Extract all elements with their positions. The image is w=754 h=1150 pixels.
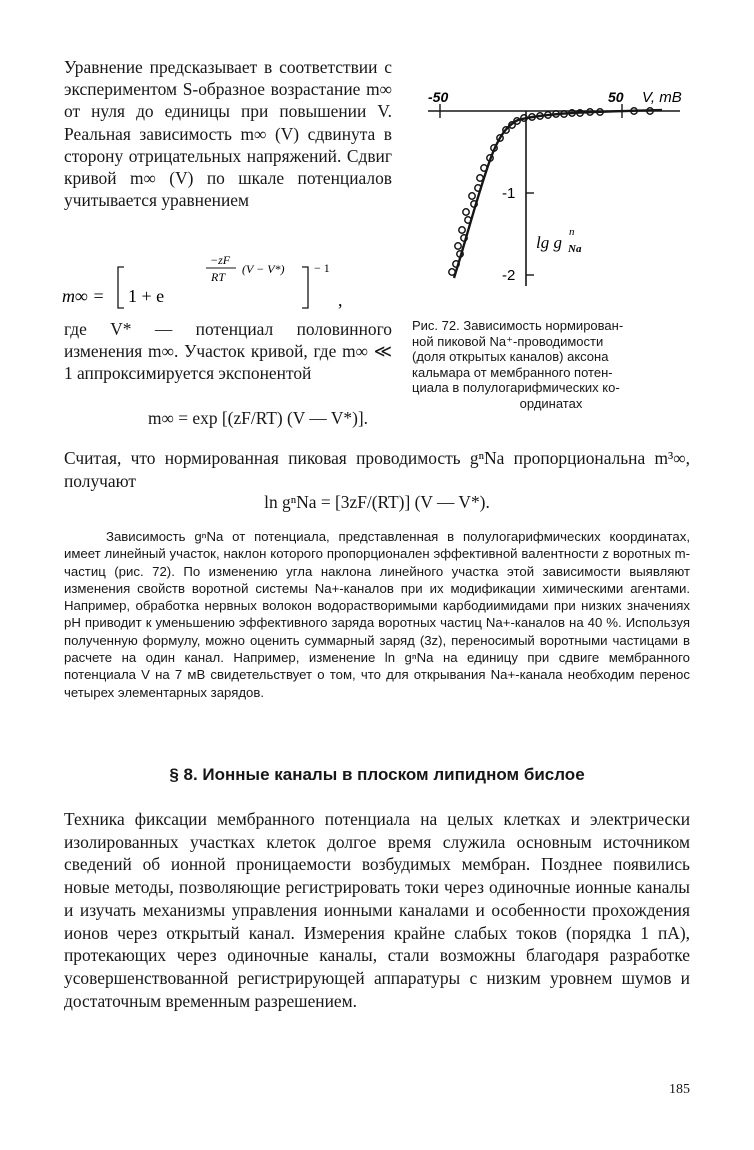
equation-exponent-approx: m∞ = exp [(zF/RT) (V — V*)]. bbox=[148, 408, 368, 428]
data-point bbox=[469, 193, 475, 199]
x-tick-right-label: 50 bbox=[608, 89, 624, 105]
y-tick-2-label: -2 bbox=[502, 267, 516, 284]
data-point bbox=[477, 175, 483, 181]
data-point bbox=[463, 209, 469, 215]
eq1-left-bracket bbox=[118, 267, 124, 308]
data-point bbox=[449, 269, 455, 275]
caption-line: (доля открытых каналов) аксона bbox=[412, 349, 609, 365]
x-axis-label: V, mB bbox=[642, 89, 682, 106]
figure-72-plot bbox=[414, 80, 714, 305]
eq1-comma: , bbox=[338, 290, 343, 310]
caption-line: ординатах bbox=[519, 395, 583, 411]
caption-line: кальмара от мембранного потен- bbox=[412, 364, 613, 380]
eq1-lhs: m∞ = bbox=[62, 286, 105, 306]
eq1-exp-numer: −zF bbox=[210, 253, 231, 267]
eq1-power: − 1 bbox=[314, 261, 330, 275]
y-axis-label-sup: n bbox=[569, 226, 575, 238]
caption-line: Рис. 72. Зависимость нормирован- bbox=[412, 318, 624, 333]
where-paragraph: где V* — потенциал половинного изменения m∞. Участок кривой, где m∞ ≪ 1 аппроксимируется экспонентой bbox=[64, 319, 392, 383]
data-point bbox=[459, 227, 465, 233]
left-paragraph: Уравнение предсказывает в соответствии с экспериментом S-образное возрастание m∞ от нуля до единицы при повышении V. Реальная зависимость m∞ (V) сдвинута в сторону отрицательных напряжений. Сдвиг кривой m∞ (V) по шкале потенциалов учитывается уравнением bbox=[64, 57, 392, 211]
caption-line: ной пиковой Na⁺-проводимости bbox=[412, 333, 604, 349]
page-number: 185 bbox=[669, 1082, 690, 1097]
bottom-paragraph: Техника фиксации мембранного потенциала на целых клетках и электрически изолированных участках клеток долгое время служила основным источником сведений об ионной проницаемости возбудимых мембран. Позднее появились новые методы, позволяющие регистрировать токи через одиночные ионные каналы и изучать механизмы управления ионными каналами и особенности прохождения ионов через открытый канал. Измерения крайне слабых токов (порядка 1 пА), протекающих через одиночные каналы, стали возможны благодаря разработке усовершенствованной регистрирующей аппаратуры с низким уровнем шумов и достаточным временным разрешением. bbox=[64, 809, 690, 1011]
eq1-exp-denom: RT bbox=[211, 270, 226, 284]
equation-log-conductance: ln gⁿNa = [3zF/(RT)] (V — V*). bbox=[264, 492, 490, 512]
eq1-right-bracket bbox=[302, 267, 308, 308]
eq1-bracket-content: 1 + e bbox=[128, 286, 165, 306]
figure-caption bbox=[412, 318, 690, 412]
data-point bbox=[455, 243, 461, 249]
eq1-exp-tail: (V − V*) bbox=[242, 262, 285, 276]
y-axis-label-sub: Na bbox=[568, 243, 582, 255]
caption-line: циала в полулогарифмических ко- bbox=[412, 380, 620, 396]
fit-curve bbox=[454, 110, 662, 278]
equation-m-infinity bbox=[62, 250, 392, 312]
mid-paragraph: Считая, что нормированная пиковая проводимость gⁿNa пропорциональна m³∞, получают bbox=[64, 448, 690, 491]
y-tick-1-label: -1 bbox=[502, 185, 516, 202]
y-axis-label: lg g bbox=[536, 233, 562, 252]
small-print-paragraph: Зависимость gⁿNa от потенциала, представленная в полулогарифмических координатах, имеет линейный участок, наклон которого пропорционален эффективной валентности z воротных m-частиц (рис. 72). По изменению угла наклона линейного участка этой зависимости выявляют изменения свойств воротной системы Na+-каналов при их модификации химическими агентами. Например, обработка нервных волокон водорастворимыми карбодиимидами при низких значениях pH приводит к уменьшению эффективного заряда воротных частиц Na+-каналов на 40 %. Используя полученную формулу, можно оценить суммарный заряд (3z), переносимый воротными частицами в расчете на один канал. Например, изменение ln gⁿNa на единицу при сдвиге мембранного потенциала V на 7 мВ свидетельствует о том, что для открывания Na+-канала необходим перенос четырех элементарных зарядов. bbox=[64, 529, 690, 700]
section-heading: § 8. Ионные каналы в плоском липидном бислое bbox=[169, 765, 585, 784]
x-tick-left-label: -50 bbox=[428, 89, 449, 105]
